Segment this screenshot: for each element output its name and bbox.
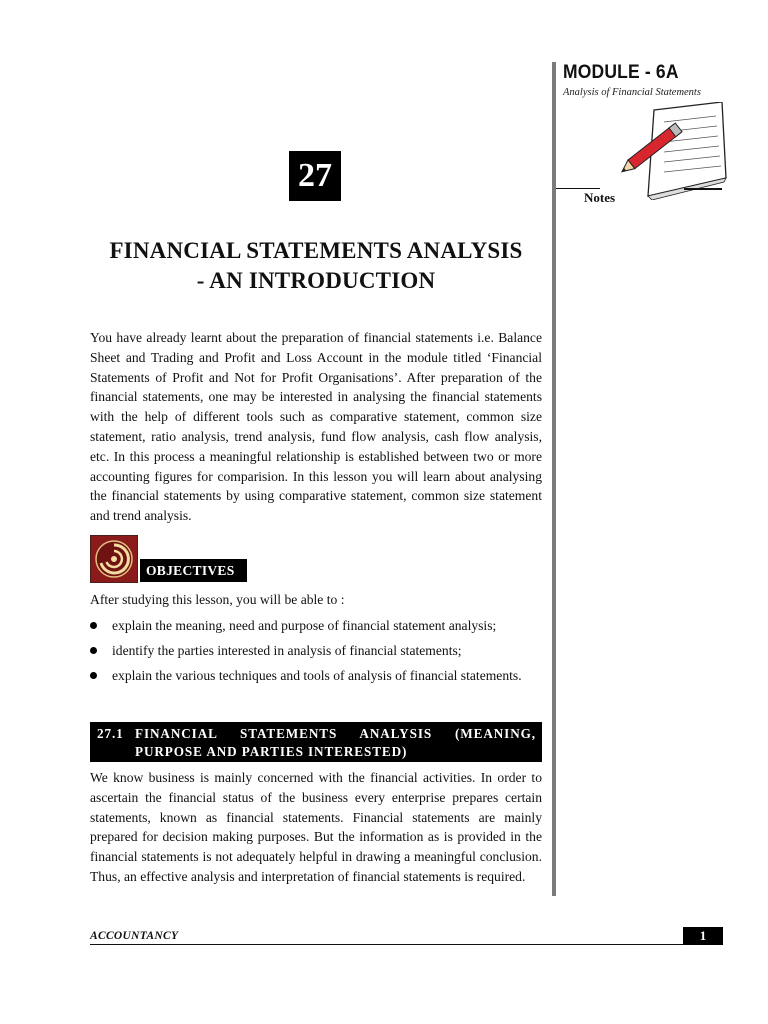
objective-item: explain the meaning, need and purpose of financial statement analysis;	[90, 616, 542, 636]
section-heading	[90, 722, 542, 762]
chapter-title-line2: - AN INTRODUCTION	[196, 268, 436, 293]
bullet-icon	[90, 672, 97, 679]
target-spiral-icon	[90, 535, 138, 583]
section-title: FINANCIAL STATEMENTS ANALYSIS (MEANING, PURPOSE AND PARTIES INTERESTED)	[135, 726, 536, 759]
chapter-number: 27	[289, 151, 341, 201]
bullet-icon	[90, 622, 97, 629]
module-subtitle: Analysis of Financial Statements	[563, 87, 701, 98]
notepad-pencil-icon	[618, 102, 728, 200]
page-number: 1	[683, 927, 723, 945]
chapter-title	[90, 236, 542, 296]
section-number: 27.1	[97, 726, 124, 741]
module-title: MODULE - 6A	[563, 62, 679, 83]
notes-rule-right	[684, 188, 722, 190]
chapter-title-line1: FINANCIAL STATEMENTS ANALYSIS	[109, 238, 523, 263]
objective-item: identify the parties interested in analysis of financial statements;	[90, 641, 542, 661]
footer-rule	[90, 944, 723, 945]
footer-subject: ACCOUNTANCY	[90, 930, 179, 942]
notes-rule-left	[556, 188, 600, 189]
section-body: We know business is mainly concerned with the financial activities. In order to ascertain the financial status of the business every enterprise prepares certain statements, known as financial statements. Financial statements are mainly prepared for decision making purposes. But the information as is provided in the financial statements is not adequately helpful in drawing a meaningful conclusion. Thus, an effective analysis and interpretation of financial statements is required.	[90, 770, 542, 884]
objectives-intro: After studying this lesson, you will be able to :	[90, 592, 345, 607]
intro-paragraph: You have already learnt about the preparation of financial statements i.e. Balance Sheet and Trading and Profit and Loss Account in the module titled ‘Financial Statements of Profit and Not for Profit Organisations’. After preparation of the financial statements, one may be interested in analysing the financial statements with the help of different tools such as comparative statement, common size statement, ratio analysis, trend analysis, fund flow analysis, cash flow analysis, etc. In this process a meaningful relationship is established between two or more accounting figures for comparision. In this lesson you will learn about analysing the financial statements by using comparative statement, common size statement and trend analysis.	[90, 330, 542, 524]
objective-item: explain the various techniques and tools of analysis of financial statements.	[90, 666, 542, 686]
notes-label: Notes	[584, 190, 616, 205]
bullet-icon	[90, 647, 97, 654]
objectives-list	[90, 616, 542, 691]
objectives-label: OBJECTIVES	[140, 559, 247, 582]
